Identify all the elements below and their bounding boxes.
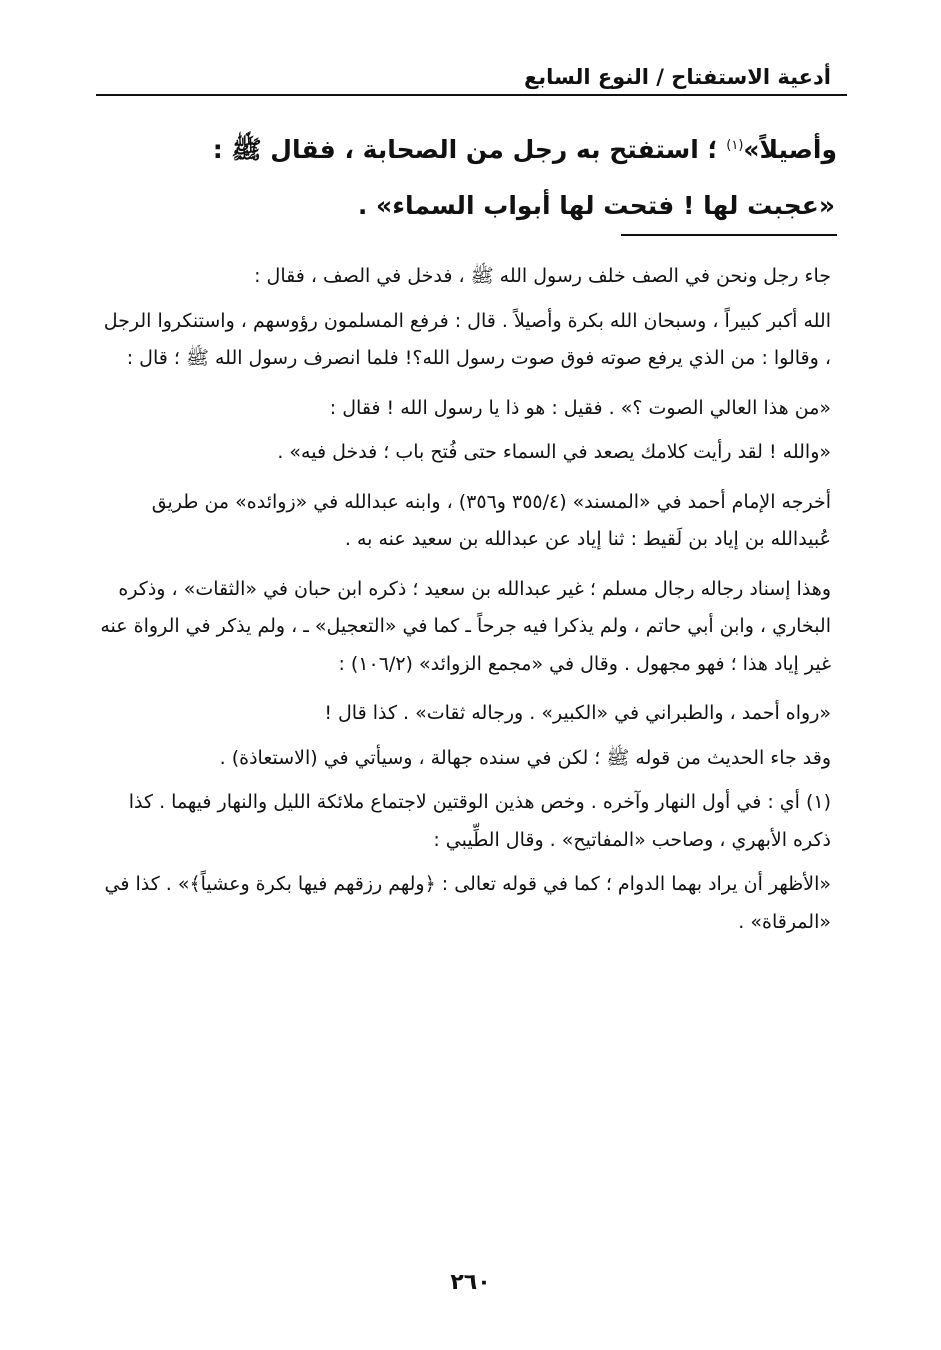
running-header: أدعية الاستفتاح / النوع السابع bbox=[523, 65, 831, 89]
main-text-line-1-start: وأصيلاً» bbox=[743, 135, 837, 164]
page-number: ٢٦٠ bbox=[450, 1270, 491, 1295]
footnote-separator-rule bbox=[621, 234, 837, 236]
main-text bbox=[97, 122, 837, 234]
header-rule bbox=[96, 94, 847, 96]
paragraph-2: الله أكبر كبيراً ، وسبحان الله بكرة وأصيلاً . قال : فرفع المسلمون رؤوسهم ، واستنكروا الرجل ، وقالوا : من الذي يرفع صوته فوق صوت رسول الله؟! فلما انصرف رسول الله ﷺ ؛ قال : bbox=[103, 309, 831, 369]
footnote-1-quote: «الأظهر أن يراد بهما الدوام ؛ كما في قوله تعالى : ﴿ولهم رزقهم فيها بكرة وعشياً﴾» . كذا في «المرقاة» . bbox=[104, 873, 831, 933]
paragraph-3: «من هذا العالي الصوت ؟» . فقيل : هو ذا يا رسول الله ! فقال : bbox=[329, 396, 831, 419]
paragraph-4: «والله ! لقد رأيت كلامك يصعد في السماء حتى فُتح باب ؛ فدخل فيه» . bbox=[277, 441, 831, 463]
paragraph-6: وهذا إسناد رجاله رجال مسلم ؛ غير عبدالله بن سعيد ؛ ذكره ابن حبان في «الثقات» ، وذكره البخاري ، وابن أبي حاتم ، ولم يذكرا فيه جرحاً ـ كما في «التعجيل» ـ ، ولم يذكر في الرواة عنه غير إياد هذا ؛ فهو مجهول . وقال في «مجمع الزوائد» (١٠٦/٢) : bbox=[100, 577, 831, 675]
paragraph-7: «رواه أحمد ، والطبراني في «الكبير» . ورجاله ثقات» . كذا قال ! bbox=[324, 702, 831, 724]
paragraph-5: أخرجه الإمام أحمد في «المسند» (٣٥٥/٤ و٣٥٦) ، وابنه عبدالله في «زوائده» من طريق عُبيدالله بن إياد بن لَقيط : ثنا إياد عن عبدالله بن سعيد عنه به . bbox=[151, 490, 831, 550]
main-text-line-1-end: ؛ استفتح به رجل من الصحابة ، فقال ﷺ : bbox=[212, 135, 727, 164]
paragraph-1: جاء رجل ونحن في الصف خلف رسول الله ﷺ ، فدخل في الصف ، فقال : bbox=[254, 265, 831, 287]
main-text-line-2: «عجبت لها ! فتحت لها أبواب السماء» . bbox=[357, 191, 835, 220]
footnote-marker: (١) bbox=[726, 138, 744, 153]
footnote-body bbox=[97, 258, 837, 941]
footnote-1: (١) أي : في أول النهار وآخره . وخص هذين الوقتين لاجتماع ملائكة الليل والنهار فيهما . كذا ذكره الأبهري ، وصاحب «المفاتيح» . وقال الطِّيبي : bbox=[128, 791, 831, 851]
main-text-line-1 bbox=[97, 122, 837, 178]
paragraph-8: وقد جاء الحديث من قوله ﷺ ؛ لكن في سنده جهالة ، وسيأتي في (الاستعاذة) . bbox=[219, 746, 831, 769]
